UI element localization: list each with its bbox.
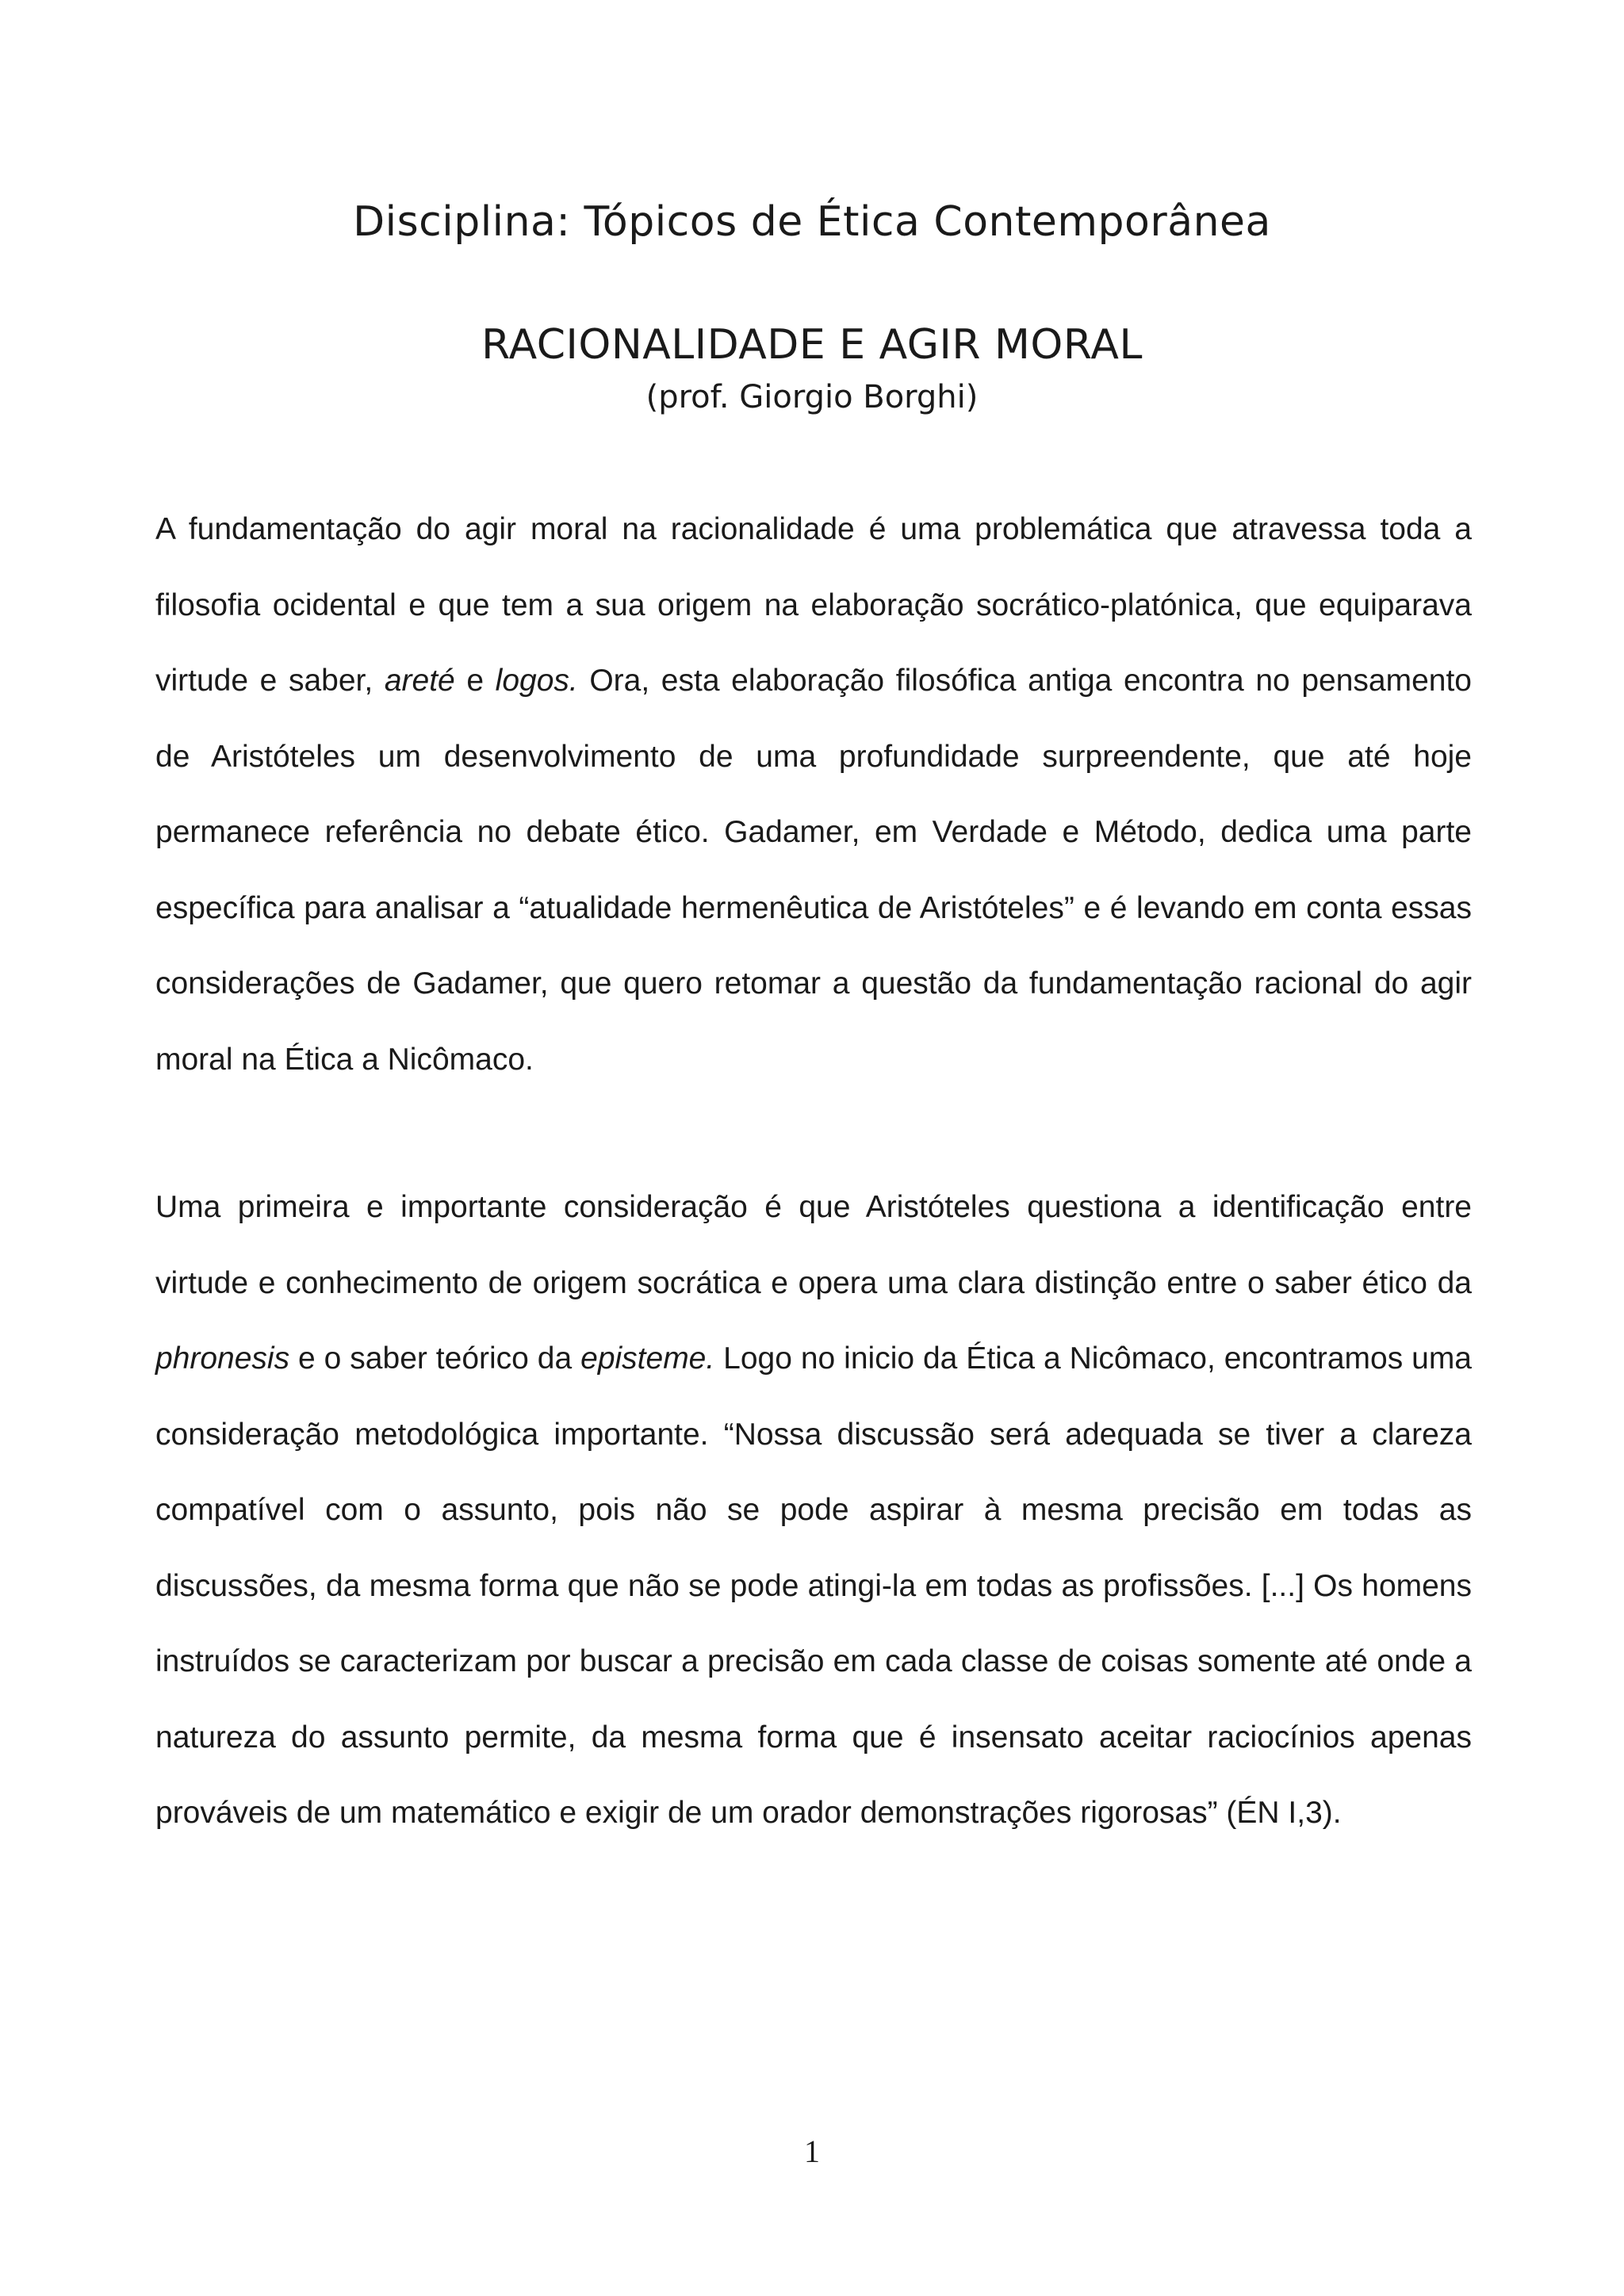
paragraph-2-text-a: Uma primeira e importante consideração é que Aristóteles questiona a identificação entre virtude e conhecimento de origem socrática e opera uma clara distinção entre o saber ético da (155, 1190, 1472, 1300)
page-number: 1 (804, 2133, 820, 2169)
paragraph-1-text-a: A fundamentação do agir moral na racionalidade é uma problemática que atravessa toda a filosofia ocidental e que tem a sua origem na elaboração socrático-platónica, que equiparava virtude e saber, (155, 512, 1472, 698)
paragraph-1 (155, 492, 1472, 1097)
paragraph-1-italic-arete: areté (384, 664, 455, 698)
paragraph-1-italic-logos: logos. (495, 664, 578, 698)
document-title: RACIONALIDADE E AGIR MORAL (481, 321, 1143, 369)
paragraph-2-italic-episteme: episteme. (580, 1341, 715, 1376)
course-heading: Disciplina: Tópicos de Ética Contemporânea (353, 198, 1271, 246)
paragraph-2-italic-phronesis: phronesis (155, 1341, 290, 1376)
paragraph-2-text-b: e o saber teórico da (289, 1341, 581, 1376)
paragraph-1-text-b: e (454, 664, 496, 698)
paragraph-2 (155, 1169, 1472, 1851)
author-line: (prof. Giorgio Borghi) (645, 379, 979, 415)
paragraph-1-text-c: Ora, esta elaboração filosófica antiga encontra no pensamento de Aristóteles um desenvolvimento de uma profundidade surpreendente, que até hoje permanece referência no debate ético. Gadamer, em Verdade e Método, dedica uma parte específica para analisar a “atualidade hermenêutica de Aristóteles” e é levando em conta essas considerações de Gadamer, que quero retomar a questão da fundamentação racional do agir moral na Ética a Nicômaco. (155, 664, 1472, 1077)
paragraph-2-text-c: Logo no inicio da Ética a Nicômaco, encontramos uma consideração metodológica importante. “Nossa discussão será adequada se tiver a clareza compatível com o assunto, pois não se pode aspirar à mesma precisão em todas as discussões, da mesma forma que não se pode atingi-la em todas as profissões. [...] Os homens instruídos se caracterizam por buscar a precisão em cada classe de coisas somente até onde a natureza do assunto permite, da mesma forma que é insensato aceitar raciocínios apenas prováveis de um matemático e exigir de um orador demonstrações rigorosas” (ÉN I,3). (155, 1341, 1472, 1830)
